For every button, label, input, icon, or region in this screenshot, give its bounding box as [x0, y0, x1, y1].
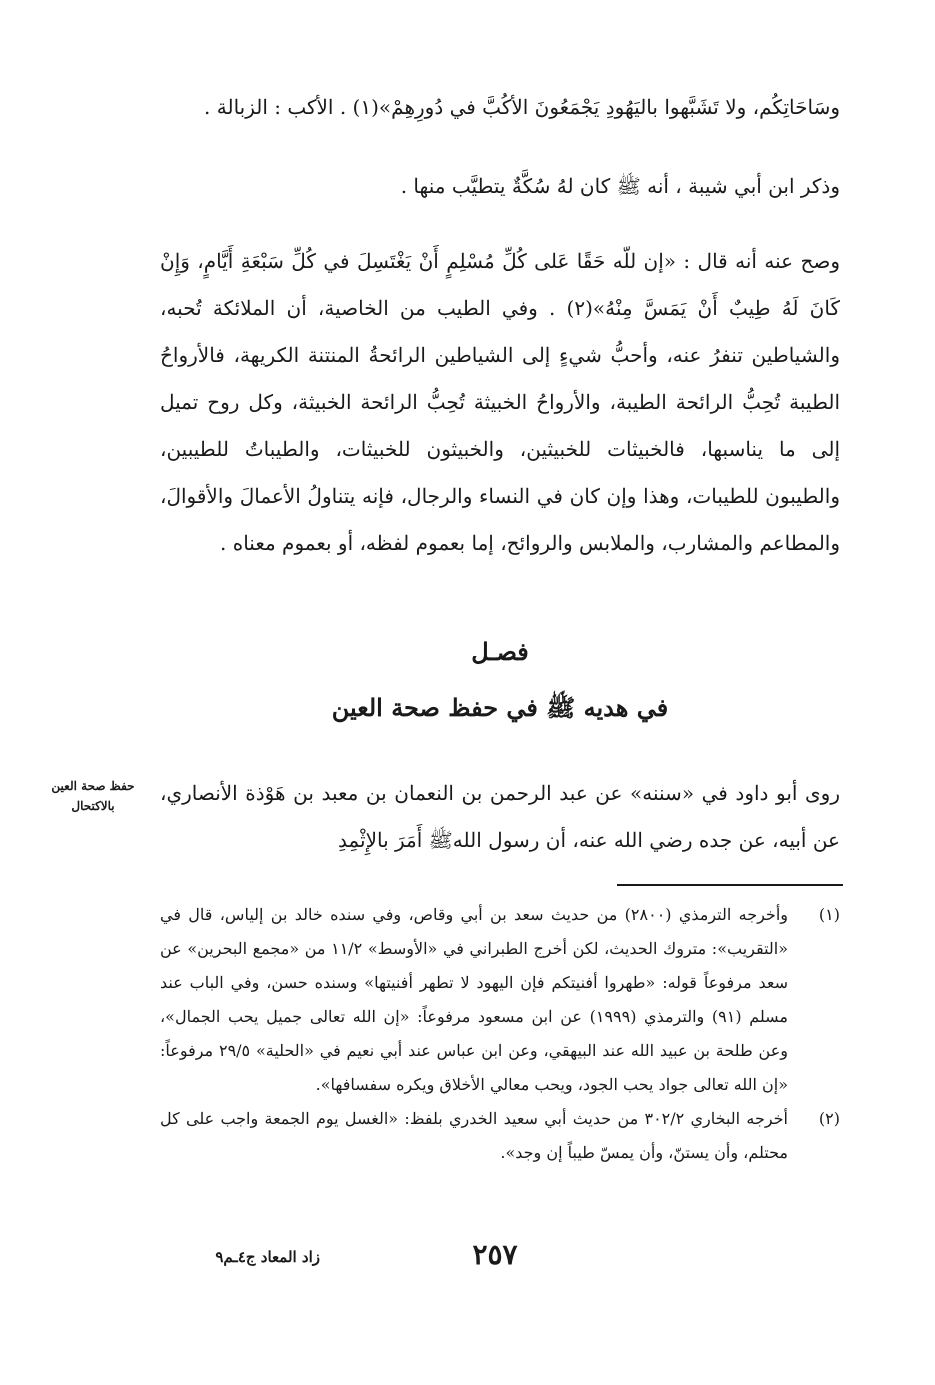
footnotes	[160, 898, 840, 1170]
running-footer: زاد المعاد ج٤ـم٩	[215, 1248, 320, 1266]
section-title: في هديه ﷺ في حفظ صحة العين	[331, 693, 669, 722]
paragraph-2: وذكر ابن أبي شيبة ، أنه ﷺ كان لهُ سُكَّةٌ يتطيَّب منها .	[400, 174, 840, 198]
footnote-divider	[617, 884, 843, 886]
footnote-2	[160, 1102, 840, 1170]
paragraph-1: وسَاحَاتِكُم، ولا تَشَبَّهوا باليَهُودِ يَجْمَعُونَ الأكُبَّ في دُورِهِمْ»(١) . الأكب : الزبالة .	[204, 95, 840, 119]
section-label: فصـل	[471, 637, 529, 666]
margin-note: حفظ صحة العين بالاكتحال	[51, 779, 135, 813]
footnote-text: أخرجه البخاري ٣٠٢/٢ من حديث أبي سعيد الخدري بلفظ: «الغسل يوم الجمعة واجب على كل محتلم، وأن يستنّ، وأن يمسّ طيباً إن وجد».	[160, 1109, 789, 1162]
footnote-number: (٢)	[818, 1109, 840, 1128]
footnote-1	[160, 898, 840, 1102]
page-number: ٢٥٧	[472, 1238, 518, 1271]
footnote-text: وأخرجه الترمذي (٢٨٠٠) من حديث سعد بن أبي وقاص، وفي سنده خالد بن إلياس، قال في «التقريب»: متروك الحديث، لكن أخرج الطبراني في «الأوسط» ١١/٢ من «مجمع البحرين» عن سعد مرفوعاً قوله: «طهروا أفنيتكم فإن اليهود لا تطهر أفنيتها» وسنده حسن، وفي الباب عند مسلم (٩١) والترمذي (١٩٩٩) عن ابن مسعود مرفوعاً: «إن الله تعالى جميل يحب الجمال»، وعن طلحة بن عبيد الله عند البيهقي، وعن ابن عباس عند أبي نعيم في «الحلية» ٢٩/٥ مرفوعاً: «إن الله تعالى جواد يحب الجود، ويحب معالي الأخلاق ويكره سفسافها».	[160, 905, 789, 1094]
paragraph-3: وصح عنه أنه قال : «إن للّه حَقًا عَلى كُلِّ مُسْلِمٍ أَنْ يَغْتَسِلَ في كُلِّ سَبْعَةِ أَيَّامٍ، وَإِنْ كَانَ لَهُ طِيبٌ أَنْ يَمَسَّ مِنْهُ»(٢) . وفي الطيب من الخاصية، أن الملائكة تُحبه، والشياطين تنفرُ عنه، وأحبُّ شيءٍ إلى الشياطين الرائحةُ المنتنة الكريهة، فالأرواحُ الطيبة تُحِبُّ الرائحة الطيبة، والأرواحُ الخبيثة تُحِبُّ الرائحة الخبيثة، وكل روح تميل إلى ما يناسبها، فالخبيثات للخبيثين، والخبيثون للخبيثات، والطيباتُ للطيبين، والطيبون للطيبات، وهذا وإن كان في النساء والرجال، فإنه يتناولُ الأعمالَ والأقوالَ، والمطاعم والمشارب، والملابس والروائح، إما بعموم لفظه، أو بعموم معناه .	[160, 249, 840, 555]
footnote-number: (١)	[818, 905, 840, 924]
paragraph-4: روى أبو داود في «سننه» عن عبد الرحمن بن النعمان بن معبد بن هَوْذة الأنصاري، عن أبيه، عن جده رضي الله عنه، أن رسول اللهﷺ أَمَرَ بالإِثْمِدِ	[160, 781, 840, 852]
